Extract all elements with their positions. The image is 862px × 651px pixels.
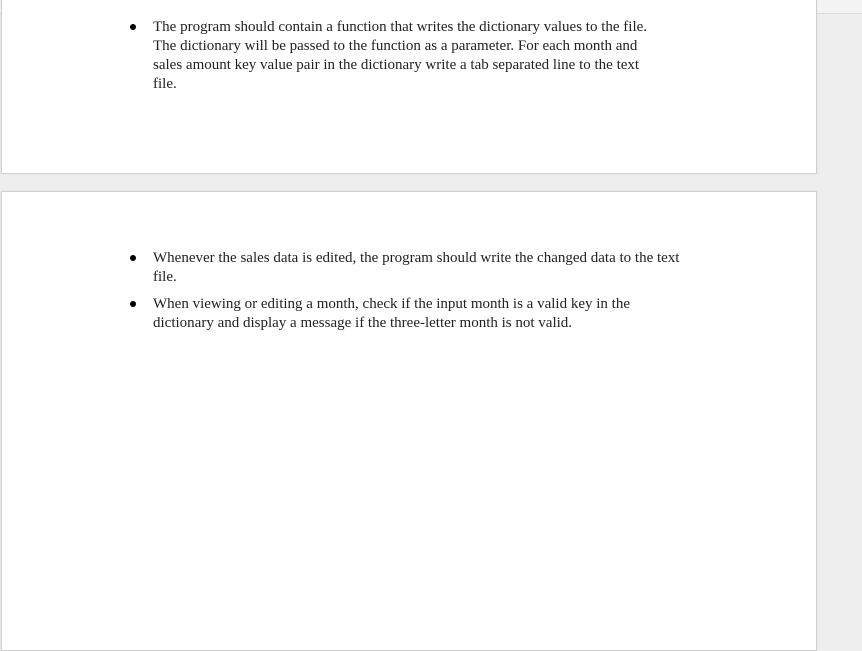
document-page-1 <box>1 0 817 174</box>
bullet-icon <box>130 24 136 30</box>
bullet-list <box>129 249 689 341</box>
bullet-icon <box>130 301 136 307</box>
list-item-text: Whenever the sales data is edited, the program should write the changed data to the text file. <box>153 250 680 285</box>
bullet-list <box>129 18 649 102</box>
list-item <box>129 249 689 287</box>
scrollbar-track[interactable] <box>819 14 862 642</box>
list-item-text: When viewing or editing a month, check if the input month is a valid key in the dictionary and display a message if the three-letter month is not valid. <box>153 296 630 331</box>
list-item <box>129 295 689 333</box>
bullet-icon <box>130 255 136 261</box>
document-page-2 <box>1 191 817 651</box>
list-item <box>129 18 649 94</box>
list-item-text: The program should contain a function that writes the dictionary values to the file. The dictionary will be passed to the function as a parameter. For each month and sales amount key value pair in the dictionary write a tab separated line to the text file. <box>153 19 648 92</box>
